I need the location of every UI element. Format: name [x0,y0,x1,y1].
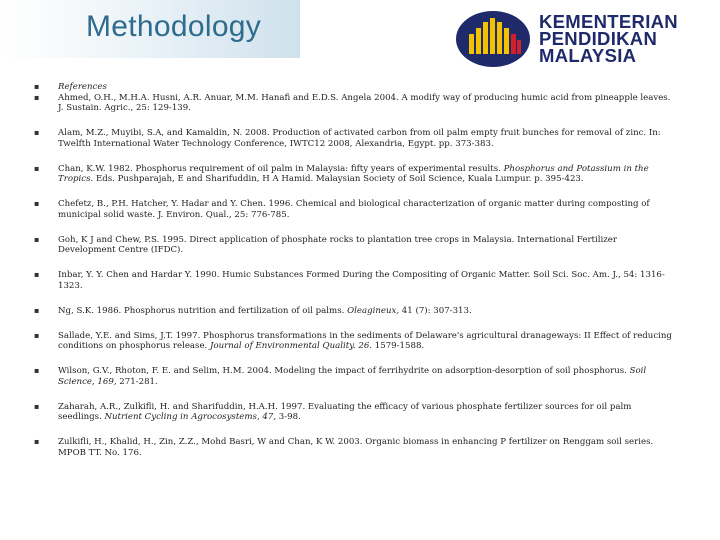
references-heading-item [34,82,674,93]
bullet-icon: ▪ [34,401,40,411]
reference-item: ▪ Chan, K.W. 1982. Phosphorus requirement of oil palm in Malaysia: fifty years of experimental results. Phosphorus and Potassium in the Tropics. Eds. Pushparajah, E and Sharifuddin, H A Hamid. Malaysian Society of Soil Science, Kuala Lumpur. p. 395-423. [34,163,649,184]
references-list [34,82,674,473]
reference-item: ▪ Zulkifli, H., Khalid, H., Zin, Z.Z., Mohd Basri, W and Chan, K W. 2003. Organic biomass in enhancing P fertilizer on Renggam soil series. MPOB TT. No. 176. [34,437,654,458]
bullet-icon: ▪ [34,163,40,173]
bullet-icon: ▪ [34,305,40,315]
bullet-icon: ▪ [34,82,40,91]
logo-line-1: KEMENTERIAN [539,11,678,32]
references-heading: References [58,82,107,92]
reference-item: ▪ Wilson, G.V., Rhoton, F. E. and Selim, H.M. 2004. Modeling the impact of ferrihydrite on adsorption-desorption of soil phosphorus. Soil Science, 169, 271-281. [34,366,647,387]
logo-line-3: MALAYSIA [539,45,637,66]
title-bar [0,0,300,58]
reference-item: ▪ Alam, M.Z., Muyibi, S.A, and Kamaldin, N. 2008. Production of activated carbon from oil palm empty fruit bunches for removal of zinc. In: Twelfth International Water Technology Conference, IWTC12 2008, Alexandria, Egypt. pp. 373-383. [34,128,661,149]
logo-line-2: PENDIDIKAN [539,28,658,49]
reference-item: ▪ Sallade, Y.E. and Sims, J.T. 1997. Phosphorus transformations in the sediments of Delaware's agricultural dranageways: II Effect of reducing conditions on phosphorus release. Journal of Environmental Quality. 26. 1579-1588. [34,330,672,351]
reference-item: ▪ Ahmed, O.H., M.H.A. Husni, A.R. Anuar, M.M. Hanafi and E.D.S. Angela 2004. A modify way of producing humic acid from pineapple leaves. J. Sustain. Agric., 25: 129-139. [34,92,671,113]
reference-item: ▪ Chefetz, B., P.H. Hatcher, Y. Hadar and Y. Chen. 1996. Chemical and biological characterization of organic matter during composting of municipal solid waste. J. Environ. Qual., 25: 776-785. [34,199,650,220]
bullet-icon: ▪ [34,92,40,102]
reference-item: ▪ Ng, S.K. 1986. Phosphorus nutrition and fertilization of oil palms. Oleagineux, 41 (7): 307-313. [34,305,472,316]
ministry-emblem-icon [455,10,531,68]
bullet-icon: ▪ [34,199,40,208]
bullet-icon: ▪ [34,234,40,244]
bullet-icon: ▪ [34,270,40,279]
ministry-logo [455,10,720,68]
bullet-icon: ▪ [34,128,40,137]
reference-item: ▪ Zaharah, A.R., Zulkifli, H. and Sharifuddin, H.A.H. 1997. Evaluating the efficacy of various phosphate fertilizer sources for oil palm seedlings. Nutrient Cycling in Agrocosystems, 47, 3-98. [34,401,632,422]
page-title: Methodology [86,10,262,43]
logo-text [539,13,678,64]
bullet-icon: ▪ [34,330,40,340]
reference-item: ▪ Goh, K J and Chew, P.S. 1995. Direct application of phosphate rocks to plantation tree crops in Malaysia. International Fertilizer Development Centre (IFDC). [34,234,617,255]
bullet-icon: ▪ [34,366,40,375]
bullet-icon: ▪ [34,437,40,446]
reference-item: ▪ Inbar, Y. Y. Chen and Hardar Y. 1990. Humic Substances Formed During the Compositing of Organic Matter. Soil Sci. Soc. Am. J., 54: 1316-1323. [34,270,665,291]
